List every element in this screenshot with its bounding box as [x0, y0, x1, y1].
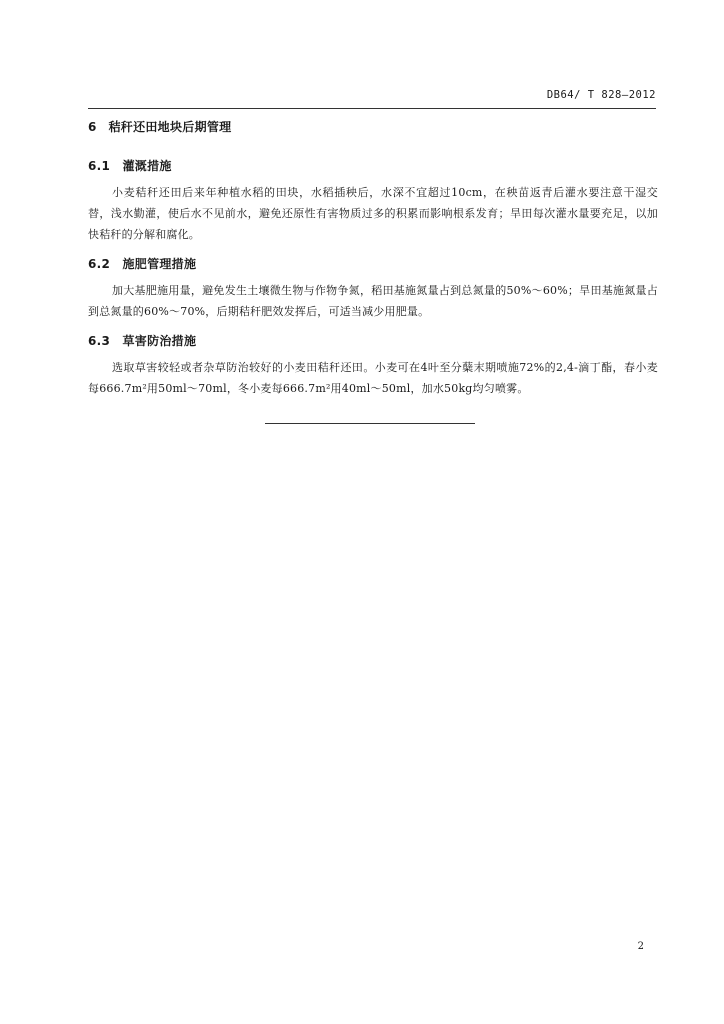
section-6-1-number: 6.1	[88, 159, 111, 173]
end-of-document-rule	[265, 423, 475, 424]
section-6-1-paragraph: 小麦秸秆还田后来年种植水稻的田块，水稻插秧后，水深不宜超过10cm，在秧苗返青后灌水要注意干湿交替，浅水勤灌，使后水不见前水，避免还原性有害物质过多的积累而影响根系发育；旱田每次灌水量要充足，以加快秸秆的分解和腐化。	[88, 186, 658, 241]
page-content	[88, 118, 658, 403]
section-6-3-heading	[88, 332, 658, 349]
section-6-heading	[88, 118, 658, 135]
header-rule	[88, 108, 656, 109]
section-6-1-title: 灌溉措施	[122, 159, 172, 173]
section-6-3-title: 草害防治措施	[122, 334, 197, 348]
section-6-3-number: 6.3	[88, 334, 111, 348]
section-6-3-paragraph: 选取草害较轻或者杂草防治较好的小麦田秸秆还田。小麦可在4叶至分蘖末期喷施72%的2,4-滴丁酯，春小麦每666.7m²用50ml～70ml，冬小麦每666.7m²用40ml～50ml，加水50kg均匀喷雾。	[88, 361, 658, 395]
section-6-2-heading	[88, 255, 658, 272]
section-6-2-title: 施肥管理措施	[122, 257, 197, 271]
document-code: DB64/ T 828—2012	[546, 89, 656, 101]
section-6-1-heading	[88, 157, 658, 174]
section-6-title: 秸秆还田地块后期管理	[108, 120, 232, 134]
section-6-2-number: 6.2	[88, 257, 111, 271]
section-6-2-paragraph: 加大基肥施用量，避免发生土壤微生物与作物争氮，稻田基施氮量占到总氮量的50%～60%；旱田基施氮量占到总氮量的60%～70%，后期秸秆肥效发挥后，可适当减少用肥量。	[88, 284, 658, 318]
section-6-number: 6	[88, 120, 97, 134]
page-number: 2	[637, 941, 644, 952]
